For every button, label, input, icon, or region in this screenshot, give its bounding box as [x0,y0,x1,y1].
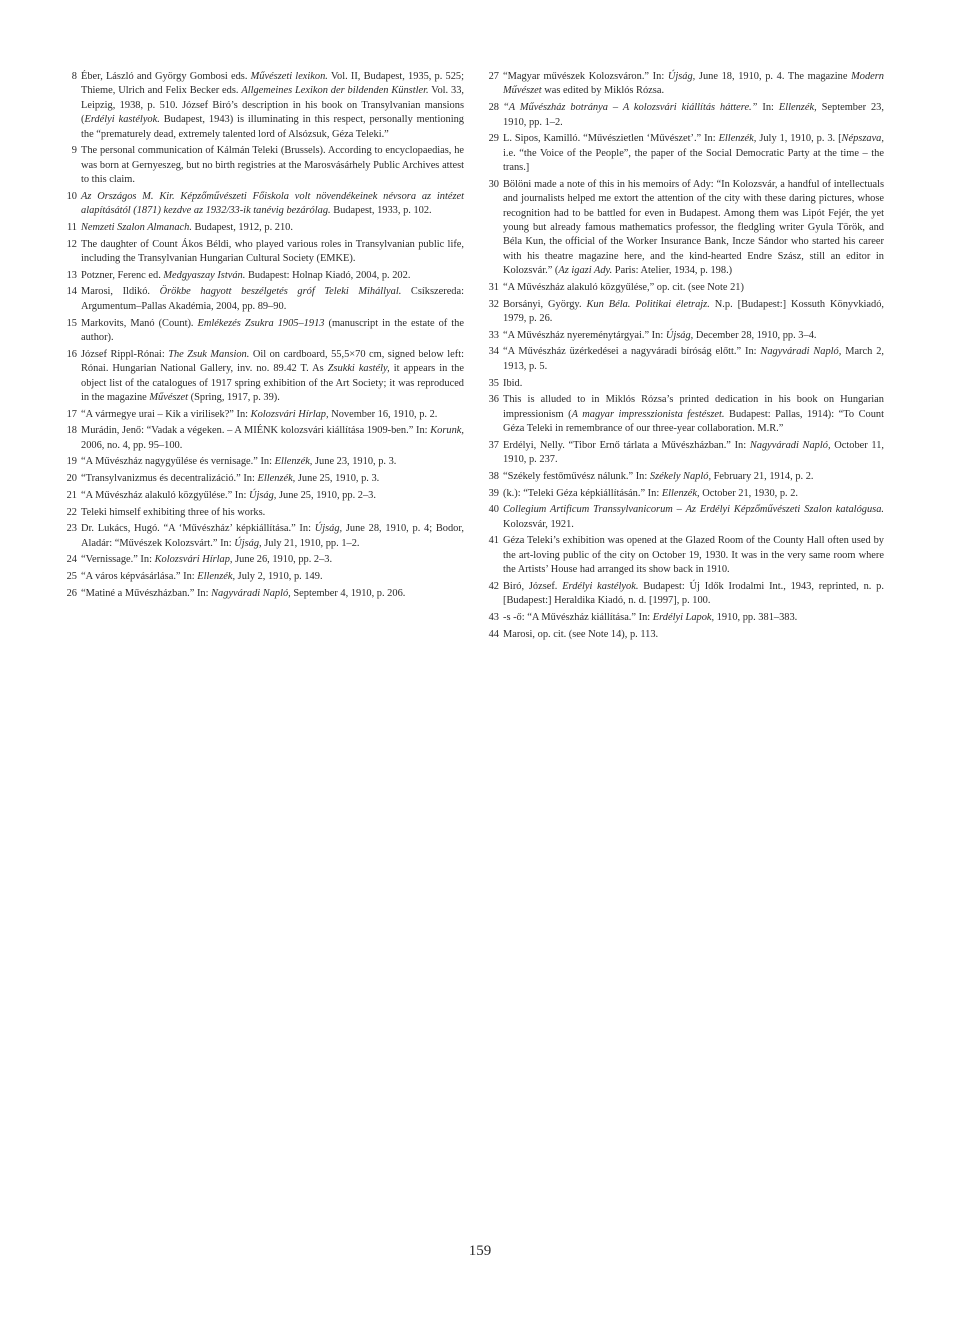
footnote [60,506,464,520]
footnote-number: 27 [488,71,499,82]
footnote-number: 25 [66,571,77,583]
footnote-number: 33 [488,329,499,341]
page-number: 159 [468,1243,492,1259]
footnote-number: 9 [71,145,77,157]
footnote-number: 8 [71,71,77,82]
footnote-number: 31 [488,281,499,293]
footnote-text: “Vernissage.” In: Kolozsvári Hírlap, June 26, 1910, pp. 2–3. [81,554,333,566]
footnote-number: 37 [488,439,499,451]
footnote-text: József Rippl-Rónai: The Zsuk Mansion. Oil on cardboard, 55,5×70 cm, signed below left: Rónai. Hungarian National Gallery, inv. no. 89.42 T. As Zsukki kastély, it appears in the object list of the catalogues of 1917 spring exhibition of the Art Society; it was reproduced in the magazine Művészet (Spring, 1917, p. 39). [81,348,464,403]
footnote-number: 24 [66,554,77,566]
footnote-text: “A vármegye urai – Kik a virilisek?” In: Kolozsvári Hírlap, November 16, 1910, p. 2. [81,408,438,420]
footnote [60,348,464,406]
footnote-text: “A város képvásárlása.” In: Ellenzék, July 2, 1910, p. 149. [81,571,323,583]
footnote-text: Erdélyi, Nelly. “Tibor Ernő tárlata a Művészházban.” In: Nagyváradi Napló, October 11, 1910, p. 237. [503,439,884,466]
footnote-text: “Transylvanizmus és decentralizáció.” In: Ellenzék, June 25, 1910, p. 3. [81,473,380,485]
footnote-number: 36 [488,394,499,406]
footnote [482,611,884,625]
footnote-number: 35 [488,377,499,389]
footnote-text: Collegium Artificum Transsylvanicorum – Az Erdélyi Képzőművészeti Szalon katalógusa. Kolozsvár, 1921. [503,504,884,530]
footnote-number: 21 [66,489,77,501]
footnote-text: Marosi, op. cit. (see Note 14), p. 113. [503,628,659,640]
footnote [60,317,464,346]
footnote-text: Borsányi, György. Kun Béla. Politikai életrajz. N.p. [Budapest:] Kossuth Könyvkiadó, 1979, p. 26. [503,298,884,324]
footnote-number: 42 [488,580,499,592]
footnote-text: “Magyar művészek Kolozsváron.” In: Újság, June 18, 1910, p. 4. The magazine Modern Művészet was edited by Miklós Rózsa. [503,71,884,97]
footnote-number: 34 [488,346,499,358]
footnote [60,424,464,453]
footnote-number: 32 [488,298,499,310]
footnote-text: Dr. Lukács, Hugó. “A ‘Művészház’ képkiállítása.” In: Újság, June 28, 1910, p. 4; Bodor, Aladár: “Művészek Kolozsvárt.” In: Újság, July 21, 1910, pp. 1–2. [81,523,464,549]
footnote-text: (k.): “Teleki Géza képkiállításán.” In: Ellenzék, October 21, 1930, p. 2. [503,487,799,499]
footnote [482,534,884,577]
footnote-text: -s -ő: “A Művészház kiállítása.” In: Erdélyi Lapok, 1910, pp. 381–383. [503,611,798,623]
footnote [482,470,884,484]
footnote-number: 43 [488,611,499,623]
footnote-number: 41 [488,535,499,547]
footnote-text: Potzner, Ferenc ed. Medgyaszay István. Budapest: Holnap Kiadó, 2004, p. 202. [81,269,411,281]
footnote-text: Teleki himself exhibiting three of his works. [81,506,266,518]
footnote-number: 20 [66,473,77,485]
footnote [482,101,884,130]
footnote-text: The daughter of Count Ákos Béldi, who played various roles in Transylvanian public life, including the Transylvanian Hungarian Cultural Society (EMKE). [81,238,464,265]
footnote [60,455,464,469]
footnote [482,393,884,436]
footnote-number: 11 [66,221,77,233]
footnote [482,628,884,642]
footnote [60,70,464,142]
footnote-text: “A Művészház alakuló közgyűlése,” op. cit. (see Note 21) [503,281,744,293]
footnote-number: 13 [66,269,77,281]
footnote [482,503,884,532]
footnote-number: 40 [488,504,499,516]
footnote [482,329,884,343]
footnote-number: 29 [488,133,499,145]
footnote-number: 39 [488,487,499,499]
footnote [60,408,464,422]
footnote [482,281,884,295]
footnote [482,298,884,327]
footnote [60,221,464,235]
footnote-text: Marosi, Ildikó. Örökbe hagyott beszélgetés gróf Teleki Mihállyal. Csíkszereda: Argumentum–Pallas Akadémia, 2004, pp. 89–90. [81,286,464,312]
footnote-text: “Székely festőművész nálunk.” In: Székely Napló, February 21, 1914, p. 2. [503,470,814,482]
footnote-number: 10 [66,190,77,202]
footnotes-right-column [482,70,884,644]
footnote-number: 30 [488,178,499,190]
footnote-text: “A Művészház botránya – A kolozsvári kiállítás háttere.” In: Ellenzék, September 23, 1910, pp. 1–2. [503,102,884,128]
footnote-number: 14 [66,286,77,298]
footnote-text: Biró, József. Erdélyi kastélyok. Budapest: Új Idők Irodalmi Int., 1943, reprinted, n. p. [Budapest:] Heraldika Kiadó, n. d. [1997], p. 100. [503,580,884,607]
footnote-number: 16 [66,348,77,360]
footnote [60,472,464,486]
footnote [482,487,884,501]
footnote-number: 23 [66,523,77,535]
footnote-number: 28 [488,102,499,114]
footnote-number: 19 [66,456,77,468]
footnote-number: 22 [66,506,77,518]
footnote-number: 17 [66,408,77,420]
footnote [482,345,884,374]
footnote-number: 44 [488,628,499,640]
footnote-text: “Matiné a Művészházban.” In: Nagyváradi Napló, September 4, 1910, p. 206. [81,587,406,599]
footnote-text: Bölöni made a note of this in his memoirs of Ady: “In Kolozsvár, a handful of intellectuals and journalists helped me extort the attention of the city with these daring pictures, whose recognition had to be battled for even in Budapest. Among them was Lipót Fejér, the yet young but already famous mathematics professor, the fledgling writer Gyula Török, and Béla Kun, the official of the Worker Insurance Bank, Incze Sándor who started his career with his theatre magazine here, and the kind-hearted Endre Szász, still an editor in Kolozsvár.” (Az igazi Ady. Paris: Atelier, 1934, p. 198.) [503,178,884,277]
footnote-text: Géza Teleki’s exhibition was opened at the Glazed Room of the County Hall often used by the art-loving public of the city on October 19, 1930. It was in the very same room where the Artists’ House had arranged its show back in 1910. [503,535,884,576]
footnote [482,70,884,99]
footnote-number: 15 [66,317,77,329]
footnote-text: Nemzeti Szalon Almanach. Budapest, 1912, p. 210. [81,221,293,233]
footnote-text: Éber, László and György Gombosi eds. Művészeti lexikon. Vol. II, Budapest, 1935, p. 525; Thieme, Ulrich and Felix Becker eds. Allgemeines Lexikon der bildenden Künstler. Vol. 33, Leipzig, 1938, p. 510. József Biró’s description in his book on Transylvanian mansions (Erdélyi kastélyok. Budapest, 1943) is illuminating in this respect, personally mentioning the “prematurely dead, extremely talented lord of Alsózsuk, Géza Teleki.” [81,71,464,140]
footnote [60,522,464,551]
footnotes-left-column [60,70,464,603]
footnote-text: Az Országos M. Kir. Képzőművészeti Főiskola volt növendékeinek névsora az intézet alapításától (1871) kezdve az 1932/33-ik tanévig bezárólag. Budapest, 1933, p. 102. [81,190,464,217]
footnote-number: 26 [66,587,77,599]
footnote-text: L. Sipos, Kamilló. “Művészietlen ‘Művészet’.” In: Ellenzék, July 1, 1910, p. 3. [Népszava, i.e. “the Voice of the People”, the paper of the Social Democratic Party at the time – the trans.] [503,133,884,174]
footnote-text: This is alluded to in Miklós Rózsa’s printed dedication in his book on Hungarian impressionism (A magyar impresszionista festészet. Budapest: Pallas, 1914): “To Count Géza Teleki in remembrance of our three-year collaboration. M.R.” [503,394,885,435]
footnote-text: “A Művészház alakuló közgyűlése.” In: Újság, June 25, 1910, pp. 2–3. [81,489,376,501]
footnote [60,190,464,219]
footnote [482,377,884,391]
footnote [482,580,884,609]
footnote-number: 12 [66,238,77,250]
footnote-number: 18 [66,425,77,437]
footnote [482,439,884,468]
footnote [60,285,464,314]
footnote [482,178,884,279]
footnote-text: Markovits, Manó (Count). Emlékezés Zsukra 1905–1913 (manuscript in the estate of the author). [81,317,464,343]
footnote [60,587,464,601]
footnote [60,144,464,187]
footnote-text: Murádin, Jenő: “Vadak a végeken. – A MIÉNK kolozsvári kiállítása 1909-ben.” In: Korunk, 2006, no. 4, pp. 95–100. [81,425,464,451]
footnote [60,553,464,567]
footnote [60,489,464,503]
footnote-text: The personal communication of Kálmán Teleki (Brussels). According to encyclopaedias, he was born at Gernyeszeg, but no birth registries at the Marosvásárhely Public Archives attest to this claim. [81,145,464,186]
footnote-number: 38 [488,470,499,482]
footnote-text: “A Művészház üzérkedései a nagyváradi bíróság előtt.” In: Nagyváradi Napló, March 2, 1913, p. 5. [503,346,884,372]
footnote-text: “A Művészház nyereménytárgyai.” In: Újság, December 28, 1910, pp. 3–4. [503,329,817,341]
footnote-text: “A Művészház nagygyűlése és vernisage.” In: Ellenzék, June 23, 1910, p. 3. [81,456,397,468]
footnote [60,570,464,584]
footnote [60,238,464,267]
footnote-text: Ibid. [503,377,523,389]
footnote [482,132,884,175]
footnote [60,269,464,283]
